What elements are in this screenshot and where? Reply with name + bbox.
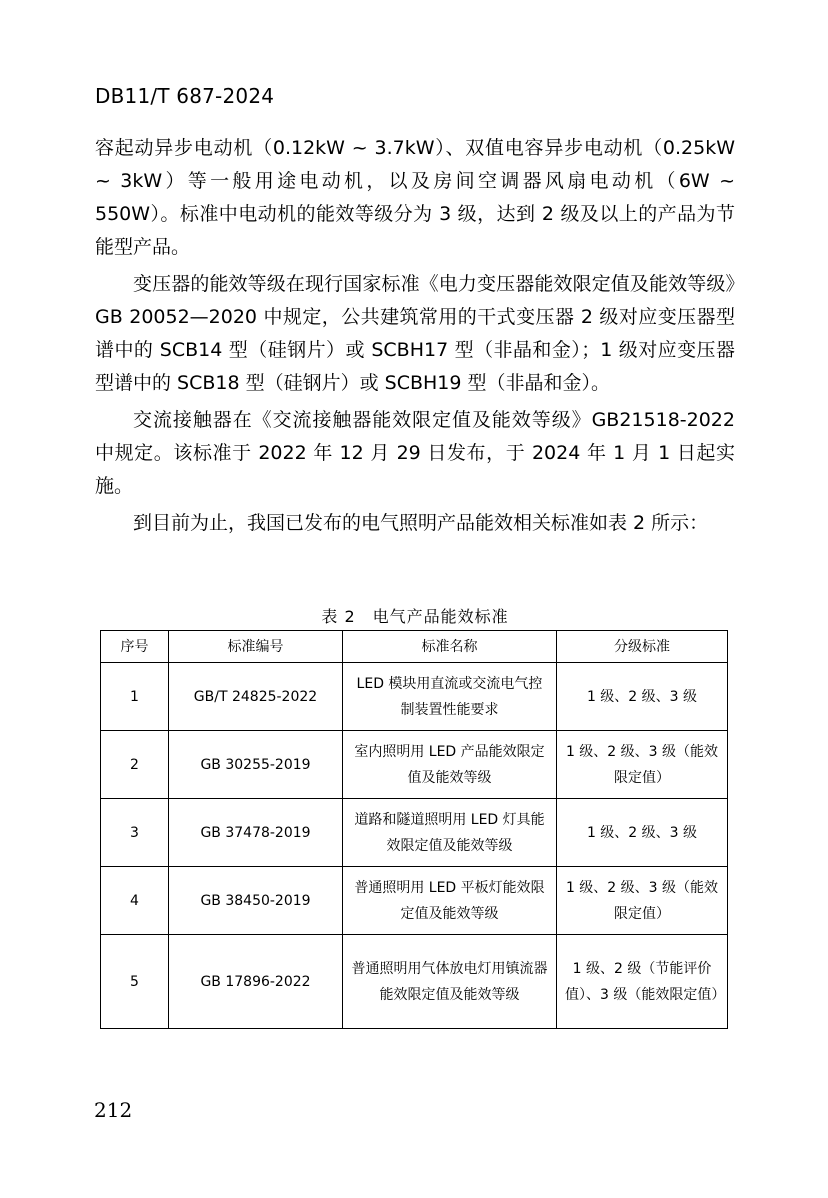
cell-name: 普通照明用气体放电灯用镇流器能效限定值及能效等级 bbox=[343, 935, 557, 1029]
table-row bbox=[101, 799, 728, 867]
header-code: 标准编号 bbox=[169, 631, 343, 663]
table-row bbox=[101, 731, 728, 799]
cell-no: 2 bbox=[101, 731, 169, 799]
header-name: 标准名称 bbox=[343, 631, 557, 663]
table-row bbox=[101, 935, 728, 1029]
cell-code: GB 30255-2019 bbox=[169, 731, 343, 799]
paragraph-transformers: 变压器的能效等级在现行国家标准《电力变压器能效限定值及能效等级》GB 20052—2020 中规定，公共建筑常用的干式变压器 2 级对应变压器型谱中的 SCB14 型（硅钢片）或 SCBH17 型（非晶和金）；1 级对应变压器型谱中的 SCB18 型（硅钢片）或 SCBH19 型（非晶和金）。 bbox=[95, 273, 735, 394]
cell-no: 1 bbox=[101, 663, 169, 731]
cell-name: 普通照明用 LED 平板灯能效限定值及能效等级 bbox=[343, 867, 557, 935]
table-header-row bbox=[101, 631, 728, 663]
cell-grade: 1 级、2 级、3 级（能效限定值） bbox=[557, 731, 728, 799]
cell-no: 4 bbox=[101, 867, 169, 935]
cell-name: 室内照明用 LED 产品能效限定值及能效等级 bbox=[343, 731, 557, 799]
efficiency-standards-table bbox=[100, 630, 728, 1029]
paragraph-lighting-intro: 到目前为止，我国已发布的电气照明产品能效相关标准如表 2 所示： bbox=[133, 512, 709, 534]
table-caption: 表 2 电气产品能效标准 bbox=[321, 607, 509, 626]
cell-grade: 1 级、2 级、3 级 bbox=[557, 663, 728, 731]
paragraph-motors: 容起动异步电动机（0.12kW ~ 3.7kW）、双值电容异步电动机（0.25kW ~ 3kW）等一般用途电动机，以及房间空调器风扇电动机（6W ~ 550W）。标准中电动机的能效等级分为 3 级，达到 2 级及以上的产品为节能型产品。 bbox=[95, 137, 735, 258]
header-grade: 分级标准 bbox=[557, 631, 728, 663]
table-row bbox=[101, 867, 728, 935]
header-no: 序号 bbox=[101, 631, 169, 663]
document-code-header: DB11/T 687-2024 bbox=[95, 84, 275, 108]
cell-name: LED 模块用直流或交流电气控制装置性能要求 bbox=[343, 663, 557, 731]
cell-code: GB 38450-2019 bbox=[169, 867, 343, 935]
cell-code: GB 17896-2022 bbox=[169, 935, 343, 1029]
cell-grade: 1 级、2 级（节能评价值）、3 级（能效限定值） bbox=[557, 935, 728, 1029]
cell-no: 5 bbox=[101, 935, 169, 1029]
body-text bbox=[95, 132, 735, 544]
page-number: 212 bbox=[94, 1098, 133, 1122]
paragraph-contactors: 交流接触器在《交流接触器能效限定值及能效等级》GB21518-2022 中规定。该标准于 2022 年 12 月 29 日发布，于 2024 年 1 月 1 日起实施。 bbox=[95, 409, 735, 497]
cell-grade: 1 级、2 级、3 级 bbox=[557, 799, 728, 867]
cell-no: 3 bbox=[101, 799, 169, 867]
table-row bbox=[101, 663, 728, 731]
cell-code: GB 37478-2019 bbox=[169, 799, 343, 867]
cell-grade: 1 级、2 级、3 级（能效限定值） bbox=[557, 867, 728, 935]
cell-code: GB/T 24825-2022 bbox=[169, 663, 343, 731]
cell-name: 道路和隧道照明用 LED 灯具能效限定值及能效等级 bbox=[343, 799, 557, 867]
